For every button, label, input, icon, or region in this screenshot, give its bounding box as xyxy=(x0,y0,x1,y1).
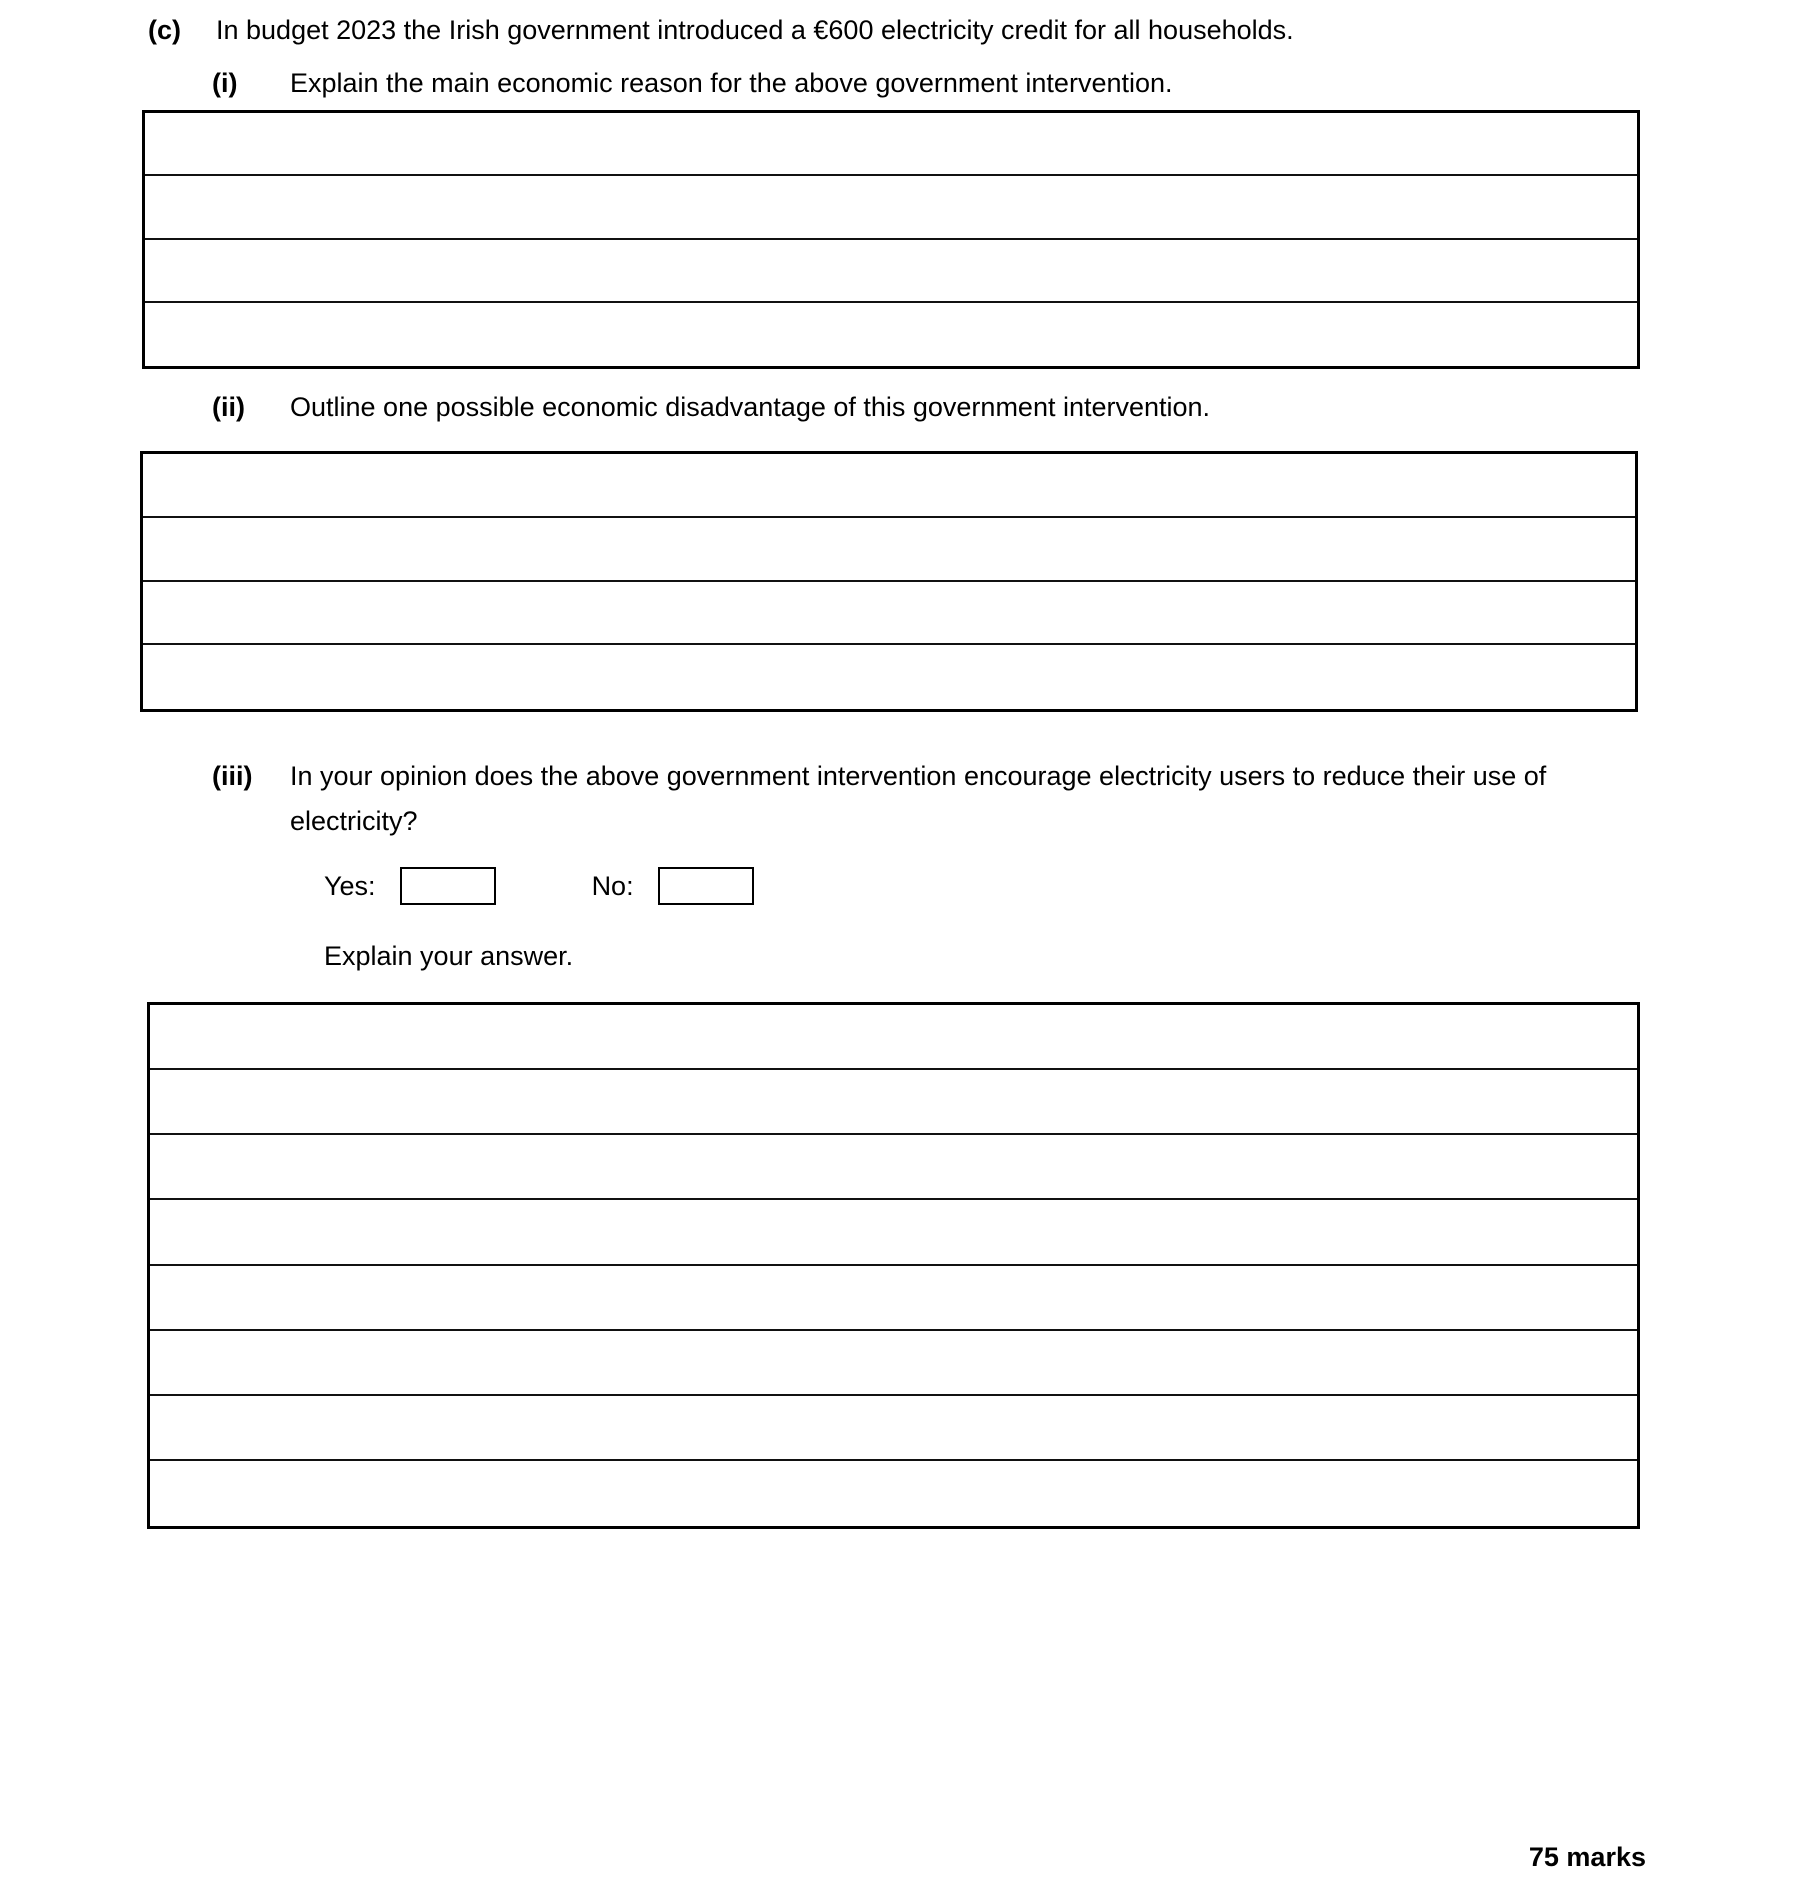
question-subpart-i-text: Explain the main economic reason for the above government intervention. xyxy=(290,68,1173,98)
question-subpart-iii-label: (iii) xyxy=(212,761,253,791)
question-part-c xyxy=(148,8,1668,53)
answer-line[interactable] xyxy=(143,454,1635,518)
answer-line[interactable] xyxy=(150,1331,1637,1396)
answer-line[interactable] xyxy=(150,1396,1637,1461)
answer-line[interactable] xyxy=(145,113,1637,176)
question-subpart-i xyxy=(212,61,1672,106)
answer-line[interactable] xyxy=(150,1200,1637,1265)
answer-box-ii[interactable] xyxy=(140,451,1638,712)
answer-line[interactable] xyxy=(150,1135,1637,1200)
answer-line[interactable] xyxy=(143,518,1635,582)
marks-total: 75 marks xyxy=(1528,1842,1646,1872)
answer-box-i[interactable] xyxy=(142,110,1640,369)
question-subpart-iii-text: In your opinion does the above government intervention encourage electricity users to reduce their use of electricity? xyxy=(290,761,1547,836)
explain-answer-prompt: Explain your answer. xyxy=(324,941,574,971)
question-subpart-ii xyxy=(212,385,1672,430)
yes-label: Yes: xyxy=(324,871,376,901)
answer-line[interactable] xyxy=(145,176,1637,239)
question-subpart-i-label: (i) xyxy=(212,68,238,98)
answer-line[interactable] xyxy=(145,240,1637,303)
answer-line[interactable] xyxy=(143,582,1635,646)
yes-checkbox[interactable] xyxy=(400,867,496,905)
question-subpart-ii-label: (ii) xyxy=(212,392,245,422)
question-part-c-label: (c) xyxy=(148,15,181,45)
answer-box-iii[interactable] xyxy=(147,1002,1640,1529)
answer-line[interactable] xyxy=(150,1005,1637,1070)
answer-line[interactable] xyxy=(145,303,1637,366)
answer-line[interactable] xyxy=(150,1461,1637,1526)
no-label: No: xyxy=(591,871,634,901)
yes-no-choice xyxy=(324,866,754,906)
answer-line[interactable] xyxy=(150,1266,1637,1331)
answer-line[interactable] xyxy=(150,1070,1637,1135)
question-part-c-text: In budget 2023 the Irish government introduced a €600 electricity credit for all households. xyxy=(216,15,1294,45)
question-subpart-iii xyxy=(212,754,1652,844)
answer-line[interactable] xyxy=(143,645,1635,709)
no-checkbox[interactable] xyxy=(658,867,754,905)
question-subpart-ii-text: Outline one possible economic disadvantage of this government intervention. xyxy=(290,392,1211,422)
